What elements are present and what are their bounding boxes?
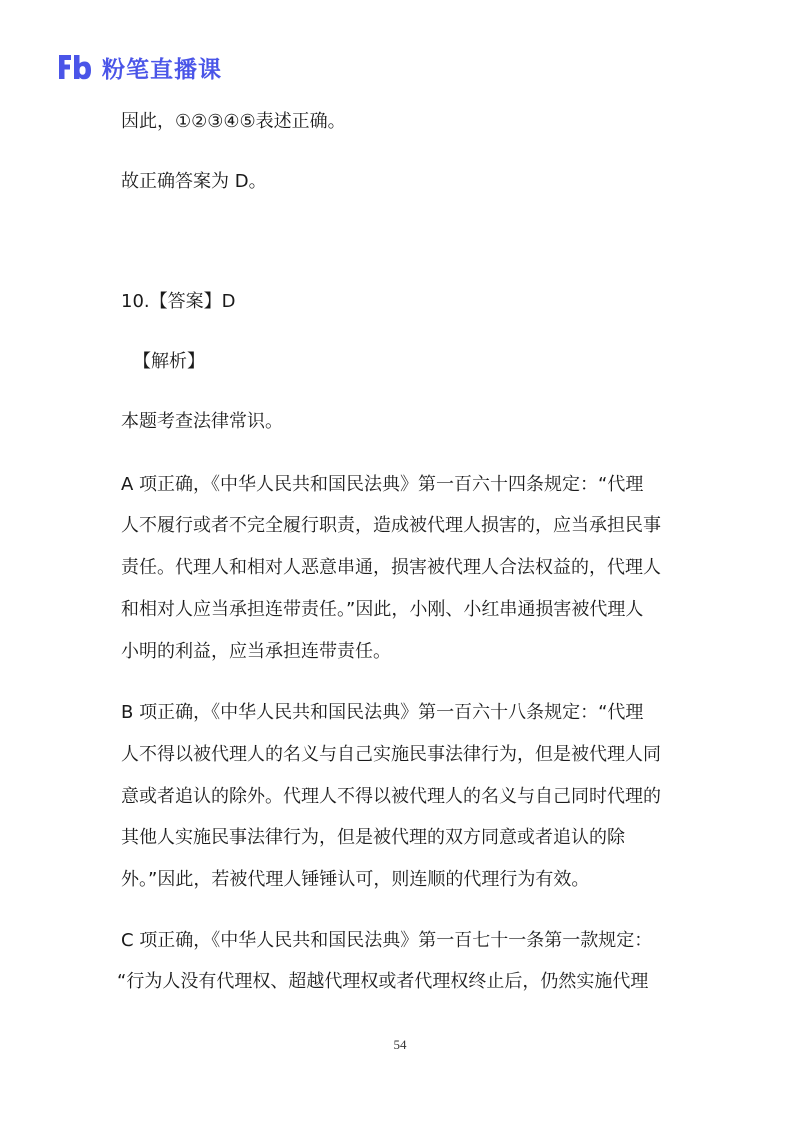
text-line: 意或者追认的除外。代理人不得以被代理人的名义与自己同时代理的: [121, 786, 661, 807]
text-line: 和相对人应当承担连带责任。”因此，小刚、小红串通损害被代理人: [121, 599, 644, 620]
text-line: C 项正确，《中华人民共和国民法典》第一百七十一条第一款规定：: [121, 930, 653, 951]
fenbi-logo-icon: [56, 52, 94, 82]
analysis-heading: 【解析】: [133, 351, 205, 372]
text-line: 责任。代理人和相对人恶意串通，损害被代理人合法权益的，代理人: [121, 557, 661, 578]
text-line: 人不得以被代理人的名义与自己实施民事法律行为，但是被代理人同: [121, 744, 661, 765]
text-line: 故正确答案为 D。: [121, 171, 267, 192]
text-line: B 项正确，《中华人民共和国民法典》第一百六十八条规定：“代理: [121, 702, 644, 723]
page-number: 54: [393, 1037, 407, 1052]
text-line: 其他人实施民事法律行为，但是被代理的双方同意或者追认的除: [121, 827, 625, 848]
answer-heading: 10.【答案】D: [121, 291, 236, 312]
text-line: 本题考查法律常识。: [121, 411, 283, 432]
text-line: “行为人没有代理权、超越代理权或者代理权终止后，仍然实施代理: [117, 971, 649, 992]
text-line: 人不履行或者不完全履行职责，造成被代理人损害的，应当承担民事: [121, 515, 661, 536]
header: [56, 50, 222, 84]
text-line: 因此，①②③④⑤表述正确。: [121, 111, 346, 132]
text-line: 小明的利益，应当承担连带责任。: [121, 641, 391, 662]
text-line: A 项正确，《中华人民共和国民法典》第一百六十四条规定：“代理: [121, 474, 644, 495]
brand-name: 粉笔直播课: [102, 56, 222, 83]
text-line: 外。”因此，若被代理人锤锤认可，则连顺的代理行为有效。: [121, 869, 590, 890]
